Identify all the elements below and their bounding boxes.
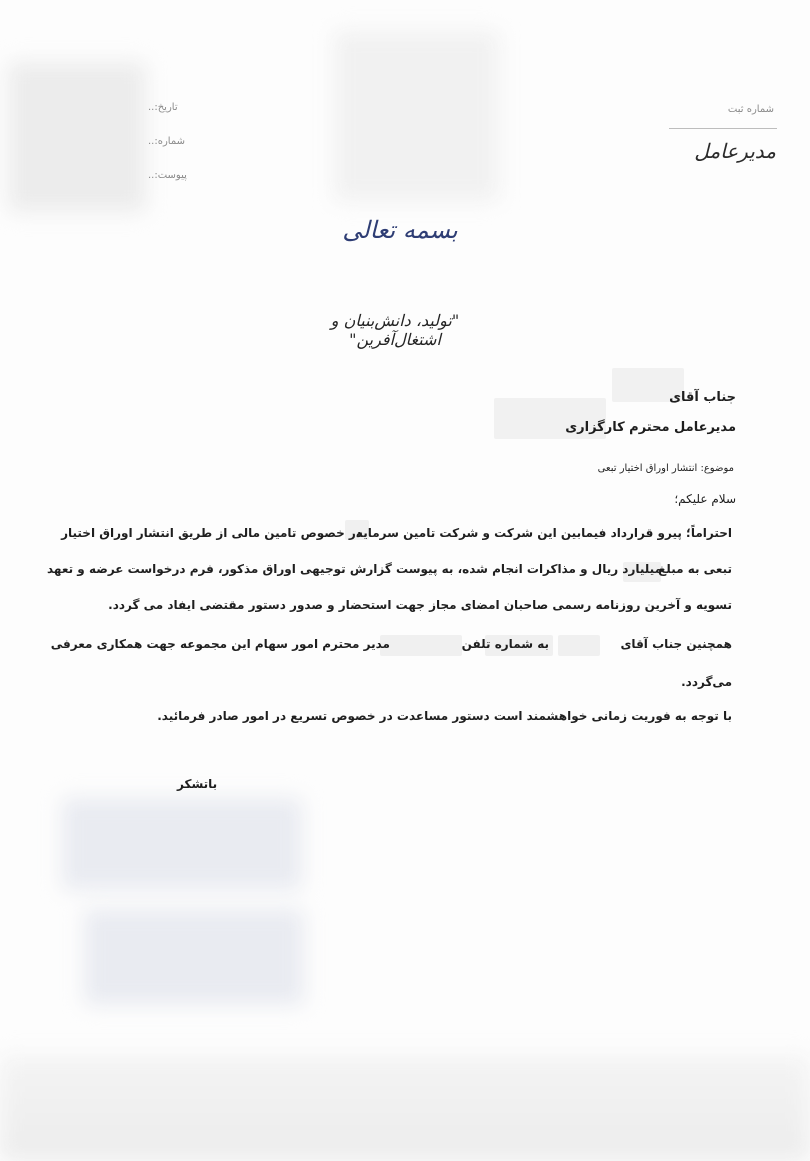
redacted-footer [0,1055,810,1161]
body-line-6: با توجه به فوریت زمانی خواهشمند است دستور مساعدت در خصوص تسریع در امور صادر فرمائید. [157,709,732,723]
body-line-4c: مدیر محترم امور سهام این مجموعه جهت همکاری معرفی [50,637,390,651]
number-label: شماره:.. [148,136,186,147]
recipient-line-2: مدیرعامل محترم کارگزاری [565,420,736,435]
registration-label: شماره ثبت [727,104,774,115]
body-line-2b: میلیارد ریال و مذاکرات انجام شده، به پیوست گزارش توجیهی اوراق مذکور، فرم درخواست عرضه و تعهد [47,562,662,576]
slogan: "تولید، دانش‌بنیان و اشتغال‌آفرین" [330,311,460,349]
attachment-label: پیوست:.. [148,170,187,181]
subject-line: موضوع: انتشار اوراق اختیار تبعی [597,463,734,474]
registration-line [669,128,777,129]
body-line-4b: به شماره تلفن [461,637,549,651]
redacted-logo-left [8,62,146,212]
body-line-1a: احتراماً؛ پیرو قرارداد فیمابین این شرکت و شرکت تامین سرمایه [355,526,732,540]
invocation: بسمه تعالی [342,216,458,244]
redacted-aux [558,635,600,656]
body-line-1b: در خصوص تامین مالی از طریق انتشار اوراق اختیار [61,526,362,540]
body-line-5: می‌گردد. [681,675,732,689]
redacted-signature [62,798,302,890]
body-line-2a: تبعی به مبلغ [658,562,732,576]
body-line-3: تسویه و آخرین روزنامه رسمی صاحبان امضای مجاز جهت استحضار و صدور دستور مقتضی ایفاد می گردد. [108,598,732,612]
redacted-stamp [84,909,304,1005]
date-label: تاریخ:.. [148,102,178,113]
signature-title: مدیرعامل [694,139,776,163]
recipient-line-1: جناب آقای [669,390,736,405]
redacted-logo-center [334,31,499,201]
redacted-manager-name [380,635,462,656]
closing: باتشکر [177,777,218,791]
body-line-4a: همچنین جناب آقای [620,637,732,651]
salutation: سلام علیکم؛ [674,492,736,506]
